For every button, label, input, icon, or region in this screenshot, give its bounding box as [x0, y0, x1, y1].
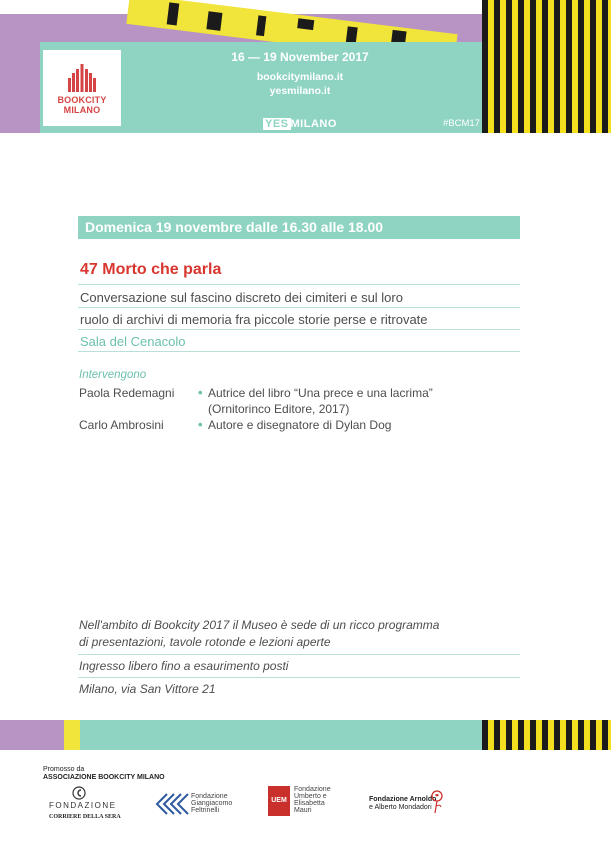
- divider: [78, 329, 520, 330]
- divider: [78, 284, 520, 285]
- sponsor-text: e Alberto Mondadori: [369, 804, 432, 811]
- address-note: Milano, via San Vittore 21: [79, 682, 216, 696]
- yesmilano-url[interactable]: yesmilano.it: [269, 85, 331, 97]
- sponsor-text: Elisabetta: [294, 800, 325, 807]
- yes-word: YES: [265, 118, 289, 130]
- divider: [78, 351, 520, 352]
- event-venue: Sala del Cenacolo: [80, 334, 186, 349]
- sponsor-text: CORRIERE DELLA SERA: [49, 814, 121, 820]
- event-description-line1: Conversazione sul fascino discreto dei cimiteri e sul loro: [80, 290, 403, 305]
- sponsor-fondazione-mondadori: [369, 786, 459, 826]
- sponsor-text: Fondazione: [191, 793, 228, 800]
- footer-yellow-block: [64, 720, 80, 750]
- sponsor-fondazione-feltrinelli: [155, 786, 255, 826]
- footer-stripes: [482, 720, 611, 750]
- speaker-name: Paola Redemagni: [79, 386, 175, 400]
- speaker-role: Autrice del libro “Una prece e una lacrima”: [208, 386, 433, 400]
- feltrinelli-chevrons-icon: [155, 792, 189, 816]
- footer-teal-block: [78, 720, 520, 750]
- speaker-role: Autore e disegnatore di Dylan Dog: [208, 418, 392, 432]
- divider: [78, 307, 520, 308]
- promoted-by-label: Promosso da: [43, 766, 85, 773]
- sponsor-fondazione-mauri: [268, 786, 348, 826]
- bullet-icon: •: [198, 417, 203, 432]
- event-date-time: Domenica 19 novembre dalle 16.30 alle 18.00: [85, 219, 384, 235]
- admission-note: Ingresso libero fino a esaurimento posti: [79, 659, 289, 673]
- header-bottom-strip: [0, 133, 611, 141]
- divider: [78, 654, 520, 655]
- logo-text-bookcity: BOOKCITY: [57, 95, 107, 105]
- sponsor-text: Feltrinelli: [191, 807, 220, 814]
- speaker-role-continued: (Ornitorinco Editore, 2017): [208, 402, 350, 416]
- sponsor-text: Fondazione Arnoldo: [369, 796, 437, 803]
- bookcity-logo: [43, 50, 121, 126]
- event-title: 47 Morto che parla: [80, 261, 222, 278]
- footer-band: [0, 720, 611, 750]
- festival-dates: 16 — 19 November 2017: [231, 50, 369, 64]
- bullet-icon: •: [198, 385, 203, 400]
- info-note-line2: di presentazioni, tavole rotonde e lezioni aperte: [79, 635, 331, 649]
- bookcity-url[interactable]: bookcitymilano.it: [256, 71, 344, 83]
- divider: [78, 677, 520, 678]
- logo-text-milano: MILANO: [63, 105, 101, 115]
- city-skyline-icon: [67, 62, 97, 92]
- sponsor-text: FONDAZIONE: [49, 801, 117, 810]
- info-note-line1: Nell'ambito di Bookcity 2017 il Museo è sede di un ricco programma: [79, 618, 440, 632]
- sponsor-text: Fondazione: [294, 786, 331, 793]
- milano-word: MILANO: [290, 118, 337, 130]
- rose-icon: [429, 790, 445, 814]
- header-banner: [0, 0, 611, 141]
- event-description-line2: ruolo di archivi di memoria fra piccole storie perse e ritrovate: [80, 312, 428, 327]
- mauri-logo-mark: UEM: [268, 786, 290, 816]
- sponsor-text: Giangiacomo: [191, 800, 233, 807]
- yesmilano-logo: [263, 118, 337, 130]
- corriere-emblem-icon: [72, 786, 86, 800]
- header-stripes: [482, 0, 611, 141]
- speaker-name: Carlo Ambrosini: [79, 418, 164, 432]
- promoter-name: ASSOCIAZIONE BOOKCITY MILANO: [43, 774, 165, 781]
- sponsor-fondazione-corriere: [45, 786, 125, 826]
- sponsor-text: Umberto e: [294, 793, 327, 800]
- speakers-label: Intervengono: [79, 369, 147, 381]
- sponsor-text: Mauri: [294, 807, 312, 814]
- event-date-bar: [78, 216, 520, 239]
- hashtag: #BCM17: [443, 118, 480, 129]
